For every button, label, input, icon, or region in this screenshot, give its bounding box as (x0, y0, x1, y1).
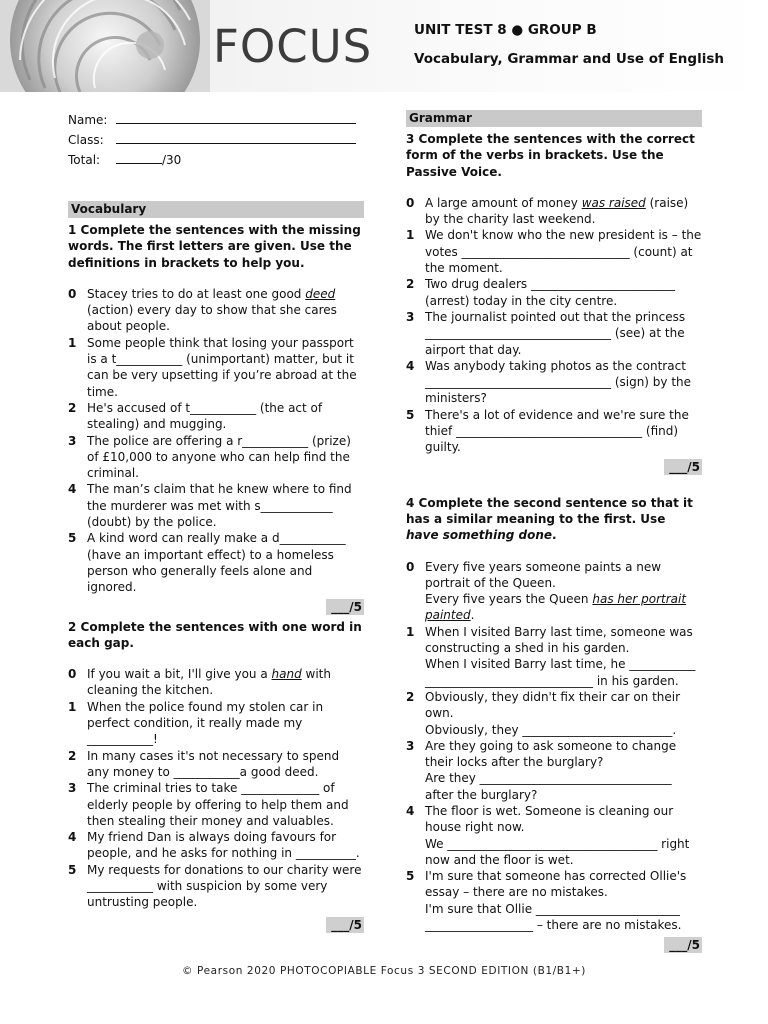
task3-score: ___/5 (664, 459, 702, 475)
item-text (87, 666, 364, 699)
unit-subtitle: Vocabulary, Grammar and Use of English (414, 51, 724, 67)
item-text: He's accused of t___________ (the act of stealing) and mugging. (87, 400, 323, 432)
item-text: The journalist pointed out that the princess _______________________________ (see) at the airport that day. (425, 309, 686, 357)
example-answer: deed (305, 286, 336, 301)
item-text: When the police found my stolen car in perfect condition, it really made my ___________! (87, 699, 324, 747)
item-text: Two drug dealers ________________________ (arrest) today in the city centre. (425, 277, 675, 308)
item-text-after: . (470, 608, 475, 623)
item-number: 1 (406, 228, 415, 243)
item-number: 2 (406, 689, 415, 704)
student-info (68, 110, 364, 170)
item-text-after: with cleaning the kitchen. (87, 667, 331, 698)
list-item (68, 829, 364, 862)
list-item (406, 803, 702, 868)
item-text (425, 738, 702, 803)
item-second-sentence: Are they ________________________________ after the burglary? (425, 771, 672, 802)
list-item (68, 748, 364, 781)
task2-instruction: 2 Complete the sentences with one word in each gap. (68, 619, 362, 650)
left-column (68, 110, 364, 933)
item-text (425, 689, 702, 738)
list-item (406, 868, 702, 933)
task2-score-row (68, 917, 364, 933)
list-item (68, 433, 364, 482)
list-item (406, 689, 702, 738)
item-text: We don't know who the new president is – the votes ____________________________ (count) at the moment. (425, 228, 702, 276)
class-label: Class: (68, 133, 104, 147)
page-footer: © Pearson 2020 PHOTOCOPIABLE Focus 3 SECOND EDITION (B1/B1+) (182, 965, 586, 977)
total-suffix: /30 (162, 153, 182, 167)
list-item (68, 335, 364, 400)
item-text: The man’s claim that he knew where to find the murderer was met with s____________ (doubt) by the police. (87, 482, 352, 530)
total-field[interactable] (116, 150, 162, 164)
item-number: 2 (68, 748, 77, 763)
task3-items (406, 195, 702, 456)
task4-items (406, 559, 702, 934)
focus-swirl-logo-graphic (0, 0, 210, 92)
example-answer: was raised (581, 195, 646, 210)
item-text: My requests for donations to our charity were ___________ with suspicion by some very untrusting people. (87, 862, 362, 910)
item-text: In many cases it's not necessary to spend any money to ___________a good deed. (87, 748, 340, 779)
task4-score-row (406, 937, 702, 953)
item-text: A kind word can really make a d___________ (have an important effect) to a homeless person who generally feels alone and ignored. (87, 531, 346, 595)
list-item (406, 559, 702, 624)
item-number: 1 (68, 699, 77, 714)
total-label: Total: (68, 153, 101, 167)
item-text (425, 803, 702, 868)
list-item (406, 624, 702, 689)
name-row (68, 110, 364, 130)
item-text (425, 624, 702, 689)
list-item (68, 286, 364, 335)
item-first-sentence: Obviously, they didn't fix their car on their own. (425, 689, 681, 721)
item-first-sentence: Every five years someone paints a new portrait of the Queen. (425, 559, 662, 590)
item-first-sentence: When I visited Barry last time, someone was constructing a shed in his garden. (425, 624, 693, 656)
grammar-heading: Grammar (406, 110, 702, 127)
item-text: Some people think that losing your passport is a t___________ (unimportant) matter, but it can be very upsetting if you’re abroad at the time. (87, 335, 357, 399)
list-item (68, 699, 364, 748)
item-text-after: (raise) by the charity last weekend. (425, 195, 689, 227)
item-number: 5 (406, 869, 415, 884)
list-item (406, 195, 702, 228)
item-number: 5 (68, 531, 77, 546)
item-text-before: If you wait a bit, I'll give you a (87, 667, 272, 682)
example-answer: has her portrait painted (425, 592, 687, 623)
item-number: 3 (68, 781, 77, 796)
right-column (406, 110, 702, 953)
item-number: 0 (406, 195, 415, 210)
item-text (425, 868, 702, 933)
item-text-before: Every five years the Queen (425, 592, 593, 607)
task4-instruction-text: 4 Complete the second sentence so that it has a similar meaning to the first. Use (406, 495, 693, 526)
item-first-sentence: I'm sure that someone has corrected Ollie's essay – there are no mistakes. (425, 869, 687, 900)
task4-instruction-end: . (552, 528, 557, 543)
class-field[interactable] (116, 130, 356, 144)
item-number: 3 (406, 309, 415, 324)
item-number: 5 (68, 862, 77, 877)
example-answer: hand (271, 667, 302, 682)
item-number: 0 (68, 667, 77, 682)
name-label: Name: (68, 113, 108, 127)
item-number: 3 (406, 738, 415, 753)
item-number: 0 (68, 286, 77, 301)
item-second-sentence: When I visited Barry last time, he ___________ ____________________________ in his garden. (425, 657, 696, 688)
task1-score: ___/5 (326, 599, 364, 615)
item-text: The criminal tries to take _____________ of elderly people by offering to help them and then stealing their money and valuables. (87, 781, 349, 828)
item-text-before: A large amount of money (425, 195, 582, 210)
list-item (406, 309, 702, 358)
item-number: 2 (68, 400, 77, 415)
item-number: 2 (406, 277, 415, 292)
item-text-after: (action) every day to show that she cares about people. (87, 303, 337, 334)
item-text: My friend Dan is always doing favours for people, and he asks for nothing in __________. (87, 830, 360, 861)
task1-score-row (68, 599, 364, 615)
item-second-sentence: Obviously, they _________________________. (425, 722, 677, 737)
task3-instruction: 3 Complete the sentences with the correct form of the verbs in brackets. Use the Passive Voice. (406, 132, 695, 179)
name-field[interactable] (116, 110, 356, 124)
item-text (425, 559, 702, 624)
item-text-before: Stacey tries to do at least one good (87, 286, 306, 301)
item-number: 3 (68, 433, 77, 448)
list-item (406, 738, 702, 803)
item-number: 4 (406, 803, 415, 818)
item-text: There's a lot of evidence and we're sure the thief _______________________________ (find) guilty. (425, 407, 689, 455)
task3-score-row (406, 459, 702, 475)
task2-score: ___/5 (326, 917, 364, 933)
page-header (0, 0, 768, 92)
list-item (406, 276, 702, 309)
item-number: 0 (406, 559, 415, 574)
task4-instruction-emphasis: have something done (406, 528, 553, 543)
item-text: The police are offering a r___________ (prize) of £10,000 to anyone who can help find the criminal. (87, 433, 351, 481)
list-item (406, 227, 702, 276)
list-item (68, 780, 364, 829)
item-second-sentence: I'm sure that Ollie ________________________ __________________ – there are no mistakes. (425, 901, 682, 933)
list-item (68, 400, 364, 433)
list-item (68, 666, 364, 699)
item-number: 4 (68, 830, 77, 845)
total-row (68, 150, 364, 170)
item-number: 5 (406, 407, 415, 422)
list-item (406, 358, 702, 407)
item-number: 4 (406, 358, 415, 373)
item-number: 1 (68, 335, 77, 350)
task1-instruction: 1 Complete the sentences with the missing words. The first letters are given. Use the definitions in brackets to help you. (68, 223, 361, 270)
item-first-sentence: The floor is wet. Someone is cleaning our house right now. (425, 803, 674, 835)
task4-instruction (406, 495, 702, 544)
item-second-sentence: We ___________________________________ right now and the floor is wet. (425, 836, 690, 867)
item-text (425, 195, 702, 228)
item-text: Was anybody taking photos as the contract _______________________________ (sign) by the ministers? (425, 358, 692, 406)
list-item (68, 481, 364, 530)
list-item (68, 530, 364, 595)
item-text (87, 286, 364, 335)
list-item (68, 862, 364, 911)
vocabulary-heading: Vocabulary (68, 201, 364, 218)
item-first-sentence: Are they going to ask someone to change their locks after the burglary? (425, 738, 677, 770)
focus-logo: FOCUS (213, 20, 373, 73)
unit-title: UNIT TEST 8 ● GROUP B (414, 22, 597, 38)
class-row (68, 130, 364, 150)
item-number: 1 (406, 624, 415, 639)
task4-score: ___/5 (664, 937, 702, 953)
list-item (406, 407, 702, 456)
task2-items (68, 666, 364, 910)
item-number: 4 (68, 482, 77, 497)
task1-items (68, 286, 364, 596)
